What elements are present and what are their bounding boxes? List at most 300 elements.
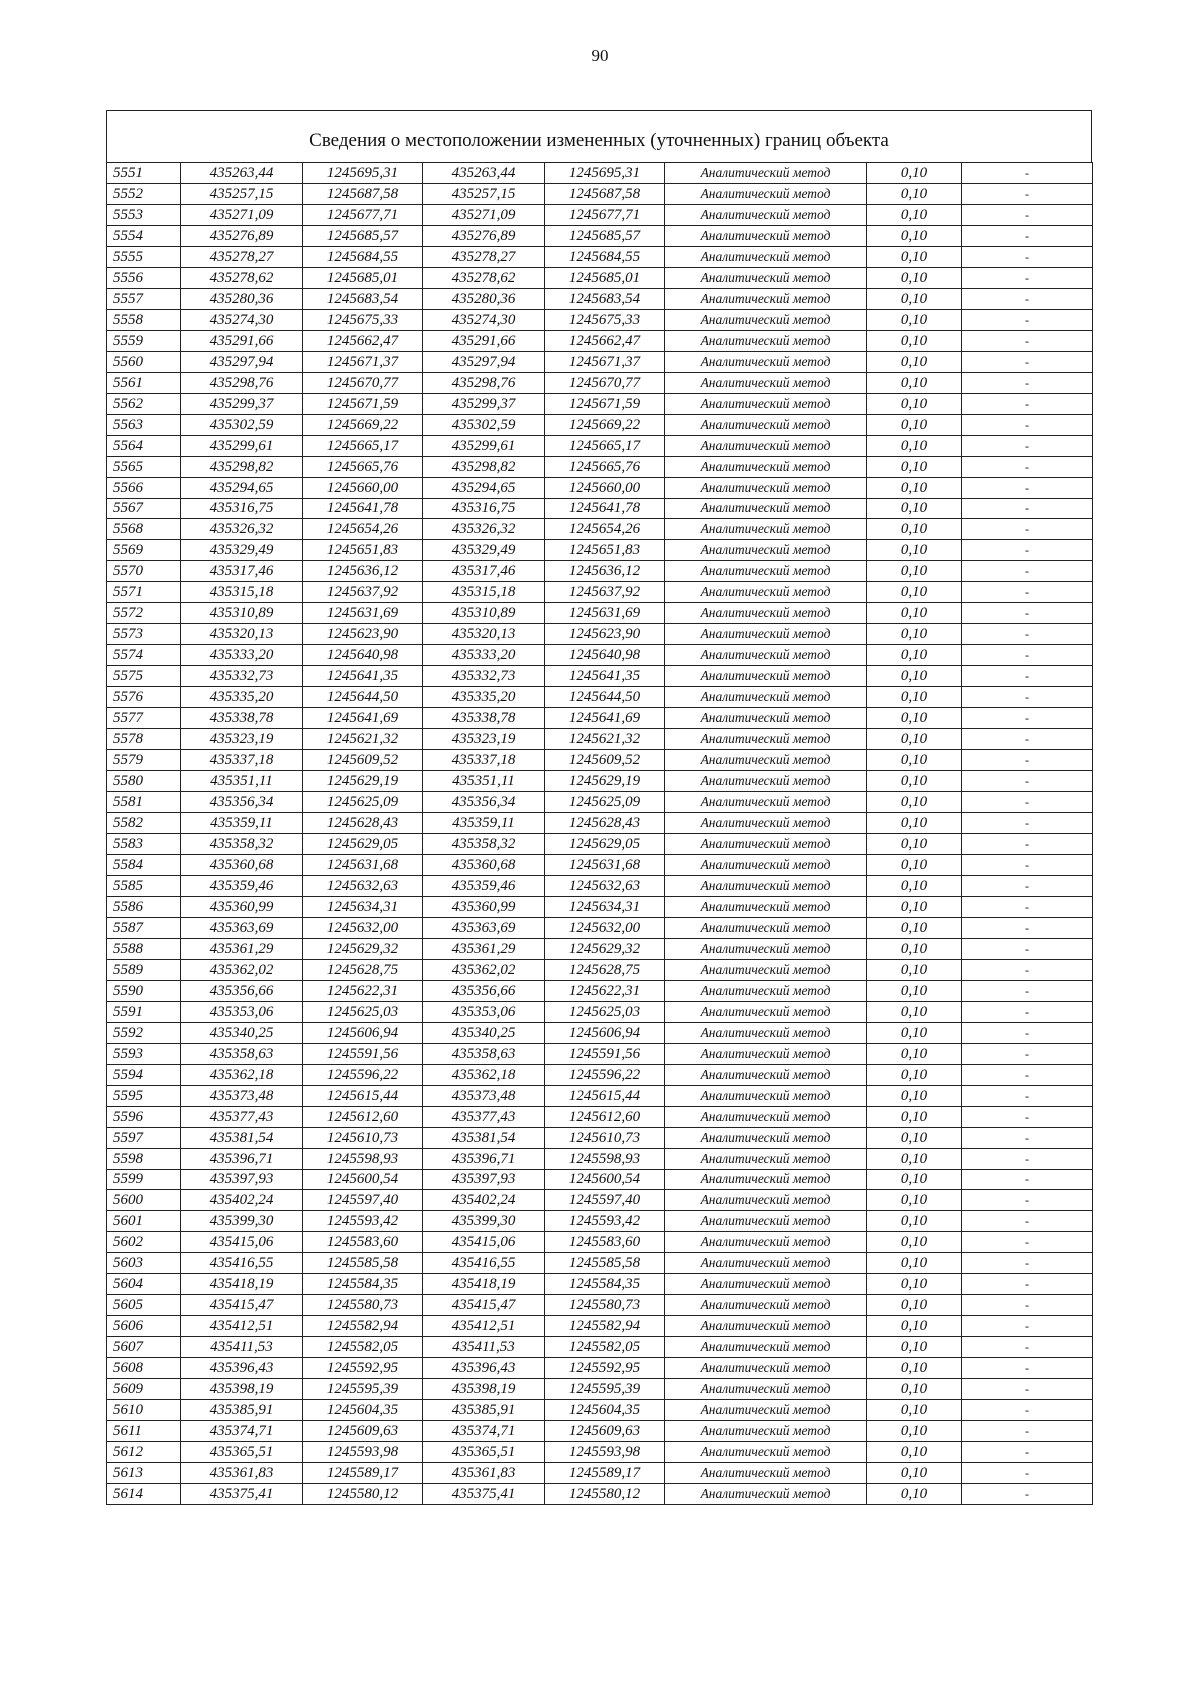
description-cell: -: [962, 393, 1093, 414]
table-row: [107, 980, 1093, 1001]
table-row: [107, 456, 1093, 477]
accuracy-cell: 0,10: [867, 854, 962, 875]
y-coordinate-old-cell: 1245631,69: [303, 603, 423, 624]
y-coordinate-old-cell: 1245591,56: [303, 1043, 423, 1064]
description-cell: -: [962, 959, 1093, 980]
determination-method-cell: Аналитический метод: [665, 1379, 867, 1400]
y-coordinate-new-cell: 1245591,56: [545, 1043, 665, 1064]
x-coordinate-new-cell: 435360,68: [423, 854, 545, 875]
table-row: [107, 1400, 1093, 1421]
table-row: [107, 288, 1093, 309]
determination-method-cell: Аналитический метод: [665, 163, 867, 184]
y-coordinate-old-cell: 1245595,39: [303, 1379, 423, 1400]
y-coordinate-old-cell: 1245615,44: [303, 1085, 423, 1106]
description-cell: -: [962, 980, 1093, 1001]
table-row: [107, 959, 1093, 980]
y-coordinate-old-cell: 1245641,78: [303, 498, 423, 519]
x-coordinate-new-cell: 435315,18: [423, 582, 545, 603]
x-coordinate-new-cell: 435298,82: [423, 456, 545, 477]
y-coordinate-old-cell: 1245665,76: [303, 456, 423, 477]
point-number-cell: 5588: [107, 938, 181, 959]
accuracy-cell: 0,10: [867, 246, 962, 267]
x-coordinate-old-cell: 435359,46: [181, 875, 303, 896]
description-cell: -: [962, 687, 1093, 708]
y-coordinate-old-cell: 1245631,68: [303, 854, 423, 875]
x-coordinate-new-cell: 435257,15: [423, 183, 545, 204]
x-coordinate-old-cell: 435399,30: [181, 1211, 303, 1232]
accuracy-cell: 0,10: [867, 1421, 962, 1442]
description-cell: -: [962, 582, 1093, 603]
determination-method-cell: Аналитический метод: [665, 645, 867, 666]
description-cell: -: [962, 351, 1093, 372]
y-coordinate-new-cell: 1245600,54: [545, 1169, 665, 1190]
y-coordinate-old-cell: 1245665,17: [303, 435, 423, 456]
x-coordinate-new-cell: 435362,02: [423, 959, 545, 980]
x-coordinate-new-cell: 435356,66: [423, 980, 545, 1001]
accuracy-cell: 0,10: [867, 288, 962, 309]
description-cell: -: [962, 771, 1093, 792]
table-row: [107, 1337, 1093, 1358]
x-coordinate-new-cell: 435323,19: [423, 729, 545, 750]
table-row: [107, 1232, 1093, 1253]
accuracy-cell: 0,10: [867, 561, 962, 582]
point-number-cell: 5590: [107, 980, 181, 1001]
point-number-cell: 5570: [107, 561, 181, 582]
determination-method-cell: Аналитический метод: [665, 288, 867, 309]
determination-method-cell: Аналитический метод: [665, 938, 867, 959]
determination-method-cell: Аналитический метод: [665, 1400, 867, 1421]
x-coordinate-old-cell: 435297,94: [181, 351, 303, 372]
y-coordinate-old-cell: 1245634,31: [303, 896, 423, 917]
accuracy-cell: 0,10: [867, 1484, 962, 1505]
table-row: [107, 393, 1093, 414]
x-coordinate-new-cell: 435316,75: [423, 498, 545, 519]
y-coordinate-new-cell: 1245637,92: [545, 582, 665, 603]
y-coordinate-old-cell: 1245582,05: [303, 1337, 423, 1358]
x-coordinate-new-cell: 435373,48: [423, 1085, 545, 1106]
point-number-cell: 5566: [107, 477, 181, 498]
point-number-cell: 5563: [107, 414, 181, 435]
accuracy-cell: 0,10: [867, 309, 962, 330]
determination-method-cell: Аналитический метод: [665, 225, 867, 246]
y-coordinate-old-cell: 1245596,22: [303, 1064, 423, 1085]
table-row: [107, 1022, 1093, 1043]
x-coordinate-old-cell: 435317,46: [181, 561, 303, 582]
determination-method-cell: Аналитический метод: [665, 1463, 867, 1484]
point-number-cell: 5600: [107, 1190, 181, 1211]
description-cell: -: [962, 1022, 1093, 1043]
determination-method-cell: Аналитический метод: [665, 1232, 867, 1253]
table-row: [107, 330, 1093, 351]
accuracy-cell: 0,10: [867, 1253, 962, 1274]
x-coordinate-old-cell: 435298,76: [181, 372, 303, 393]
determination-method-cell: Аналитический метод: [665, 183, 867, 204]
x-coordinate-new-cell: 435412,51: [423, 1316, 545, 1337]
accuracy-cell: 0,10: [867, 372, 962, 393]
y-coordinate-new-cell: 1245629,05: [545, 834, 665, 855]
x-coordinate-old-cell: 435412,51: [181, 1316, 303, 1337]
x-coordinate-old-cell: 435362,18: [181, 1064, 303, 1085]
determination-method-cell: Аналитический метод: [665, 561, 867, 582]
description-cell: -: [962, 729, 1093, 750]
accuracy-cell: 0,10: [867, 540, 962, 561]
point-number-cell: 5584: [107, 854, 181, 875]
y-coordinate-old-cell: 1245685,01: [303, 267, 423, 288]
determination-method-cell: Аналитический метод: [665, 1043, 867, 1064]
y-coordinate-old-cell: 1245683,54: [303, 288, 423, 309]
table-row: [107, 1190, 1093, 1211]
description-cell: -: [962, 834, 1093, 855]
x-coordinate-new-cell: 435374,71: [423, 1421, 545, 1442]
x-coordinate-new-cell: 435299,61: [423, 435, 545, 456]
x-coordinate-old-cell: 435274,30: [181, 309, 303, 330]
accuracy-cell: 0,10: [867, 687, 962, 708]
x-coordinate-new-cell: 435291,66: [423, 330, 545, 351]
x-coordinate-old-cell: 435291,66: [181, 330, 303, 351]
y-coordinate-old-cell: 1245641,35: [303, 666, 423, 687]
x-coordinate-new-cell: 435359,46: [423, 875, 545, 896]
description-cell: -: [962, 309, 1093, 330]
table-row: [107, 1001, 1093, 1022]
determination-method-cell: Аналитический метод: [665, 624, 867, 645]
x-coordinate-old-cell: 435385,91: [181, 1400, 303, 1421]
accuracy-cell: 0,10: [867, 896, 962, 917]
description-cell: -: [962, 1316, 1093, 1337]
y-coordinate-new-cell: 1245631,68: [545, 854, 665, 875]
table-row: [107, 267, 1093, 288]
accuracy-cell: 0,10: [867, 959, 962, 980]
determination-method-cell: Аналитический метод: [665, 603, 867, 624]
description-cell: -: [962, 792, 1093, 813]
x-coordinate-new-cell: 435351,11: [423, 771, 545, 792]
y-coordinate-old-cell: 1245584,35: [303, 1274, 423, 1295]
x-coordinate-old-cell: 435360,99: [181, 896, 303, 917]
description-cell: -: [962, 246, 1093, 267]
y-coordinate-old-cell: 1245610,73: [303, 1127, 423, 1148]
y-coordinate-new-cell: 1245623,90: [545, 624, 665, 645]
y-coordinate-new-cell: 1245621,32: [545, 729, 665, 750]
x-coordinate-old-cell: 435365,51: [181, 1442, 303, 1463]
y-coordinate-old-cell: 1245629,32: [303, 938, 423, 959]
point-number-cell: 5599: [107, 1169, 181, 1190]
accuracy-cell: 0,10: [867, 750, 962, 771]
y-coordinate-new-cell: 1245632,63: [545, 875, 665, 896]
y-coordinate-new-cell: 1245580,73: [545, 1295, 665, 1316]
x-coordinate-new-cell: 435356,34: [423, 792, 545, 813]
table-row: [107, 938, 1093, 959]
y-coordinate-old-cell: 1245609,63: [303, 1421, 423, 1442]
description-cell: -: [962, 561, 1093, 582]
y-coordinate-new-cell: 1245628,75: [545, 959, 665, 980]
x-coordinate-new-cell: 435358,32: [423, 834, 545, 855]
description-cell: -: [962, 1379, 1093, 1400]
determination-method-cell: Аналитический метод: [665, 351, 867, 372]
description-cell: -: [962, 225, 1093, 246]
accuracy-cell: 0,10: [867, 477, 962, 498]
y-coordinate-old-cell: 1245629,05: [303, 834, 423, 855]
x-coordinate-new-cell: 435375,41: [423, 1484, 545, 1505]
y-coordinate-new-cell: 1245634,31: [545, 896, 665, 917]
y-coordinate-new-cell: 1245662,47: [545, 330, 665, 351]
description-cell: -: [962, 1463, 1093, 1484]
point-number-cell: 5596: [107, 1106, 181, 1127]
x-coordinate-old-cell: 435358,32: [181, 834, 303, 855]
accuracy-cell: 0,10: [867, 813, 962, 834]
determination-method-cell: Аналитический метод: [665, 666, 867, 687]
y-coordinate-old-cell: 1245641,69: [303, 708, 423, 729]
y-coordinate-old-cell: 1245644,50: [303, 687, 423, 708]
description-cell: -: [962, 330, 1093, 351]
determination-method-cell: Аналитический метод: [665, 875, 867, 896]
accuracy-cell: 0,10: [867, 917, 962, 938]
y-coordinate-old-cell: 1245580,12: [303, 1484, 423, 1505]
table-row: [107, 1106, 1093, 1127]
x-coordinate-old-cell: 435373,48: [181, 1085, 303, 1106]
determination-method-cell: Аналитический метод: [665, 1316, 867, 1337]
x-coordinate-new-cell: 435398,19: [423, 1379, 545, 1400]
x-coordinate-new-cell: 435263,44: [423, 163, 545, 184]
x-coordinate-old-cell: 435278,62: [181, 267, 303, 288]
table-row: [107, 1253, 1093, 1274]
table-row: [107, 1463, 1093, 1484]
y-coordinate-old-cell: 1245636,12: [303, 561, 423, 582]
y-coordinate-old-cell: 1245684,55: [303, 246, 423, 267]
y-coordinate-new-cell: 1245683,54: [545, 288, 665, 309]
accuracy-cell: 0,10: [867, 771, 962, 792]
y-coordinate-new-cell: 1245612,60: [545, 1106, 665, 1127]
table-row: [107, 582, 1093, 603]
table-row: [107, 435, 1093, 456]
point-number-cell: 5576: [107, 687, 181, 708]
determination-method-cell: Аналитический метод: [665, 1421, 867, 1442]
table-row: [107, 1358, 1093, 1379]
y-coordinate-old-cell: 1245632,63: [303, 875, 423, 896]
y-coordinate-old-cell: 1245687,58: [303, 183, 423, 204]
accuracy-cell: 0,10: [867, 1316, 962, 1337]
description-cell: -: [962, 1127, 1093, 1148]
point-number-cell: 5607: [107, 1337, 181, 1358]
determination-method-cell: Аналитический метод: [665, 834, 867, 855]
point-number-cell: 5603: [107, 1253, 181, 1274]
y-coordinate-old-cell: 1245583,60: [303, 1232, 423, 1253]
table-row: [107, 750, 1093, 771]
table-row: [107, 624, 1093, 645]
y-coordinate-new-cell: 1245582,05: [545, 1337, 665, 1358]
accuracy-cell: 0,10: [867, 183, 962, 204]
y-coordinate-old-cell: 1245622,31: [303, 980, 423, 1001]
accuracy-cell: 0,10: [867, 1295, 962, 1316]
x-coordinate-old-cell: 435257,15: [181, 183, 303, 204]
description-cell: -: [962, 875, 1093, 896]
accuracy-cell: 0,10: [867, 498, 962, 519]
accuracy-cell: 0,10: [867, 267, 962, 288]
point-number-cell: 5579: [107, 750, 181, 771]
x-coordinate-old-cell: 435280,36: [181, 288, 303, 309]
point-number-cell: 5591: [107, 1001, 181, 1022]
table-row: [107, 163, 1093, 184]
y-coordinate-new-cell: 1245665,17: [545, 435, 665, 456]
accuracy-cell: 0,10: [867, 1064, 962, 1085]
description-cell: -: [962, 1169, 1093, 1190]
table-row: [107, 1043, 1093, 1064]
determination-method-cell: Аналитический метод: [665, 1337, 867, 1358]
y-coordinate-old-cell: 1245669,22: [303, 414, 423, 435]
accuracy-cell: 0,10: [867, 1379, 962, 1400]
x-coordinate-new-cell: 435397,93: [423, 1169, 545, 1190]
point-number-cell: 5552: [107, 183, 181, 204]
accuracy-cell: 0,10: [867, 1442, 962, 1463]
point-number-cell: 5605: [107, 1295, 181, 1316]
coordinates-table-frame: [106, 110, 1092, 1505]
determination-method-cell: Аналитический метод: [665, 687, 867, 708]
point-number-cell: 5556: [107, 267, 181, 288]
y-coordinate-new-cell: 1245675,33: [545, 309, 665, 330]
table-row: [107, 1127, 1093, 1148]
accuracy-cell: 0,10: [867, 1148, 962, 1169]
y-coordinate-old-cell: 1245628,75: [303, 959, 423, 980]
x-coordinate-old-cell: 435315,18: [181, 582, 303, 603]
y-coordinate-new-cell: 1245610,73: [545, 1127, 665, 1148]
x-coordinate-old-cell: 435396,43: [181, 1358, 303, 1379]
x-coordinate-new-cell: 435320,13: [423, 624, 545, 645]
accuracy-cell: 0,10: [867, 938, 962, 959]
x-coordinate-old-cell: 435326,32: [181, 519, 303, 540]
coordinates-table-body: [107, 163, 1093, 1505]
x-coordinate-new-cell: 435326,32: [423, 519, 545, 540]
description-cell: -: [962, 519, 1093, 540]
y-coordinate-new-cell: 1245585,58: [545, 1253, 665, 1274]
x-coordinate-old-cell: 435375,41: [181, 1484, 303, 1505]
determination-method-cell: Аналитический метод: [665, 1211, 867, 1232]
x-coordinate-old-cell: 435299,61: [181, 435, 303, 456]
accuracy-cell: 0,10: [867, 603, 962, 624]
table-row: [107, 1085, 1093, 1106]
x-coordinate-new-cell: 435402,24: [423, 1190, 545, 1211]
table-row: [107, 540, 1093, 561]
determination-method-cell: Аналитический метод: [665, 1253, 867, 1274]
description-cell: -: [962, 1232, 1093, 1253]
table-row: [107, 309, 1093, 330]
accuracy-cell: 0,10: [867, 1274, 962, 1295]
point-number-cell: 5604: [107, 1274, 181, 1295]
point-number-cell: 5613: [107, 1463, 181, 1484]
description-cell: -: [962, 498, 1093, 519]
y-coordinate-new-cell: 1245631,69: [545, 603, 665, 624]
x-coordinate-old-cell: 435294,65: [181, 477, 303, 498]
accuracy-cell: 0,10: [867, 1211, 962, 1232]
x-coordinate-new-cell: 435302,59: [423, 414, 545, 435]
table-row: [107, 1148, 1093, 1169]
y-coordinate-new-cell: 1245644,50: [545, 687, 665, 708]
table-row: [107, 1169, 1093, 1190]
accuracy-cell: 0,10: [867, 582, 962, 603]
y-coordinate-old-cell: 1245670,77: [303, 372, 423, 393]
x-coordinate-new-cell: 435337,18: [423, 750, 545, 771]
table-row: [107, 561, 1093, 582]
point-number-cell: 5554: [107, 225, 181, 246]
determination-method-cell: Аналитический метод: [665, 1442, 867, 1463]
accuracy-cell: 0,10: [867, 666, 962, 687]
y-coordinate-old-cell: 1245632,00: [303, 917, 423, 938]
x-coordinate-old-cell: 435411,53: [181, 1337, 303, 1358]
y-coordinate-new-cell: 1245651,83: [545, 540, 665, 561]
table-row: [107, 875, 1093, 896]
x-coordinate-old-cell: 435310,89: [181, 603, 303, 624]
determination-method-cell: Аналитический метод: [665, 750, 867, 771]
x-coordinate-new-cell: 435299,37: [423, 393, 545, 414]
point-number-cell: 5575: [107, 666, 181, 687]
y-coordinate-old-cell: 1245671,59: [303, 393, 423, 414]
y-coordinate-new-cell: 1245677,71: [545, 204, 665, 225]
y-coordinate-new-cell: 1245598,93: [545, 1148, 665, 1169]
x-coordinate-old-cell: 435353,06: [181, 1001, 303, 1022]
x-coordinate-new-cell: 435332,73: [423, 666, 545, 687]
determination-method-cell: Аналитический метод: [665, 792, 867, 813]
accuracy-cell: 0,10: [867, 204, 962, 225]
point-number-cell: 5567: [107, 498, 181, 519]
x-coordinate-new-cell: 435359,11: [423, 813, 545, 834]
y-coordinate-old-cell: 1245671,37: [303, 351, 423, 372]
x-coordinate-old-cell: 435302,59: [181, 414, 303, 435]
table-row: [107, 372, 1093, 393]
x-coordinate-old-cell: 435361,29: [181, 938, 303, 959]
point-number-cell: 5577: [107, 708, 181, 729]
y-coordinate-old-cell: 1245582,94: [303, 1316, 423, 1337]
x-coordinate-old-cell: 435398,19: [181, 1379, 303, 1400]
y-coordinate-new-cell: 1245596,22: [545, 1064, 665, 1085]
determination-method-cell: Аналитический метод: [665, 896, 867, 917]
description-cell: -: [962, 435, 1093, 456]
y-coordinate-old-cell: 1245598,93: [303, 1148, 423, 1169]
accuracy-cell: 0,10: [867, 330, 962, 351]
point-number-cell: 5597: [107, 1127, 181, 1148]
y-coordinate-old-cell: 1245625,09: [303, 792, 423, 813]
point-number-cell: 5558: [107, 309, 181, 330]
coordinates-table: [106, 162, 1093, 1505]
determination-method-cell: Аналитический метод: [665, 498, 867, 519]
point-number-cell: 5589: [107, 959, 181, 980]
table-title: Сведения о местоположении измененных (уточненных) границ объекта: [106, 110, 1092, 162]
accuracy-cell: 0,10: [867, 980, 962, 1001]
y-coordinate-new-cell: 1245641,78: [545, 498, 665, 519]
determination-method-cell: Аналитический метод: [665, 980, 867, 1001]
determination-method-cell: Аналитический метод: [665, 1127, 867, 1148]
table-row: [107, 183, 1093, 204]
table-row: [107, 1295, 1093, 1316]
accuracy-cell: 0,10: [867, 1232, 962, 1253]
point-number-cell: 5582: [107, 813, 181, 834]
page-number: 90: [591, 46, 609, 65]
table-row: [107, 603, 1093, 624]
x-coordinate-old-cell: 435340,25: [181, 1022, 303, 1043]
point-number-cell: 5594: [107, 1064, 181, 1085]
determination-method-cell: Аналитический метод: [665, 1190, 867, 1211]
point-number-cell: 5587: [107, 917, 181, 938]
y-coordinate-old-cell: 1245651,83: [303, 540, 423, 561]
accuracy-cell: 0,10: [867, 519, 962, 540]
y-coordinate-new-cell: 1245629,19: [545, 771, 665, 792]
x-coordinate-new-cell: 435361,83: [423, 1463, 545, 1484]
x-coordinate-new-cell: 435365,51: [423, 1442, 545, 1463]
x-coordinate-new-cell: 435298,76: [423, 372, 545, 393]
x-coordinate-old-cell: 435351,11: [181, 771, 303, 792]
description-cell: -: [962, 1106, 1093, 1127]
x-coordinate-new-cell: 435278,62: [423, 267, 545, 288]
determination-method-cell: Аналитический метод: [665, 1169, 867, 1190]
table-row: [107, 666, 1093, 687]
y-coordinate-old-cell: 1245675,33: [303, 309, 423, 330]
accuracy-cell: 0,10: [867, 1085, 962, 1106]
